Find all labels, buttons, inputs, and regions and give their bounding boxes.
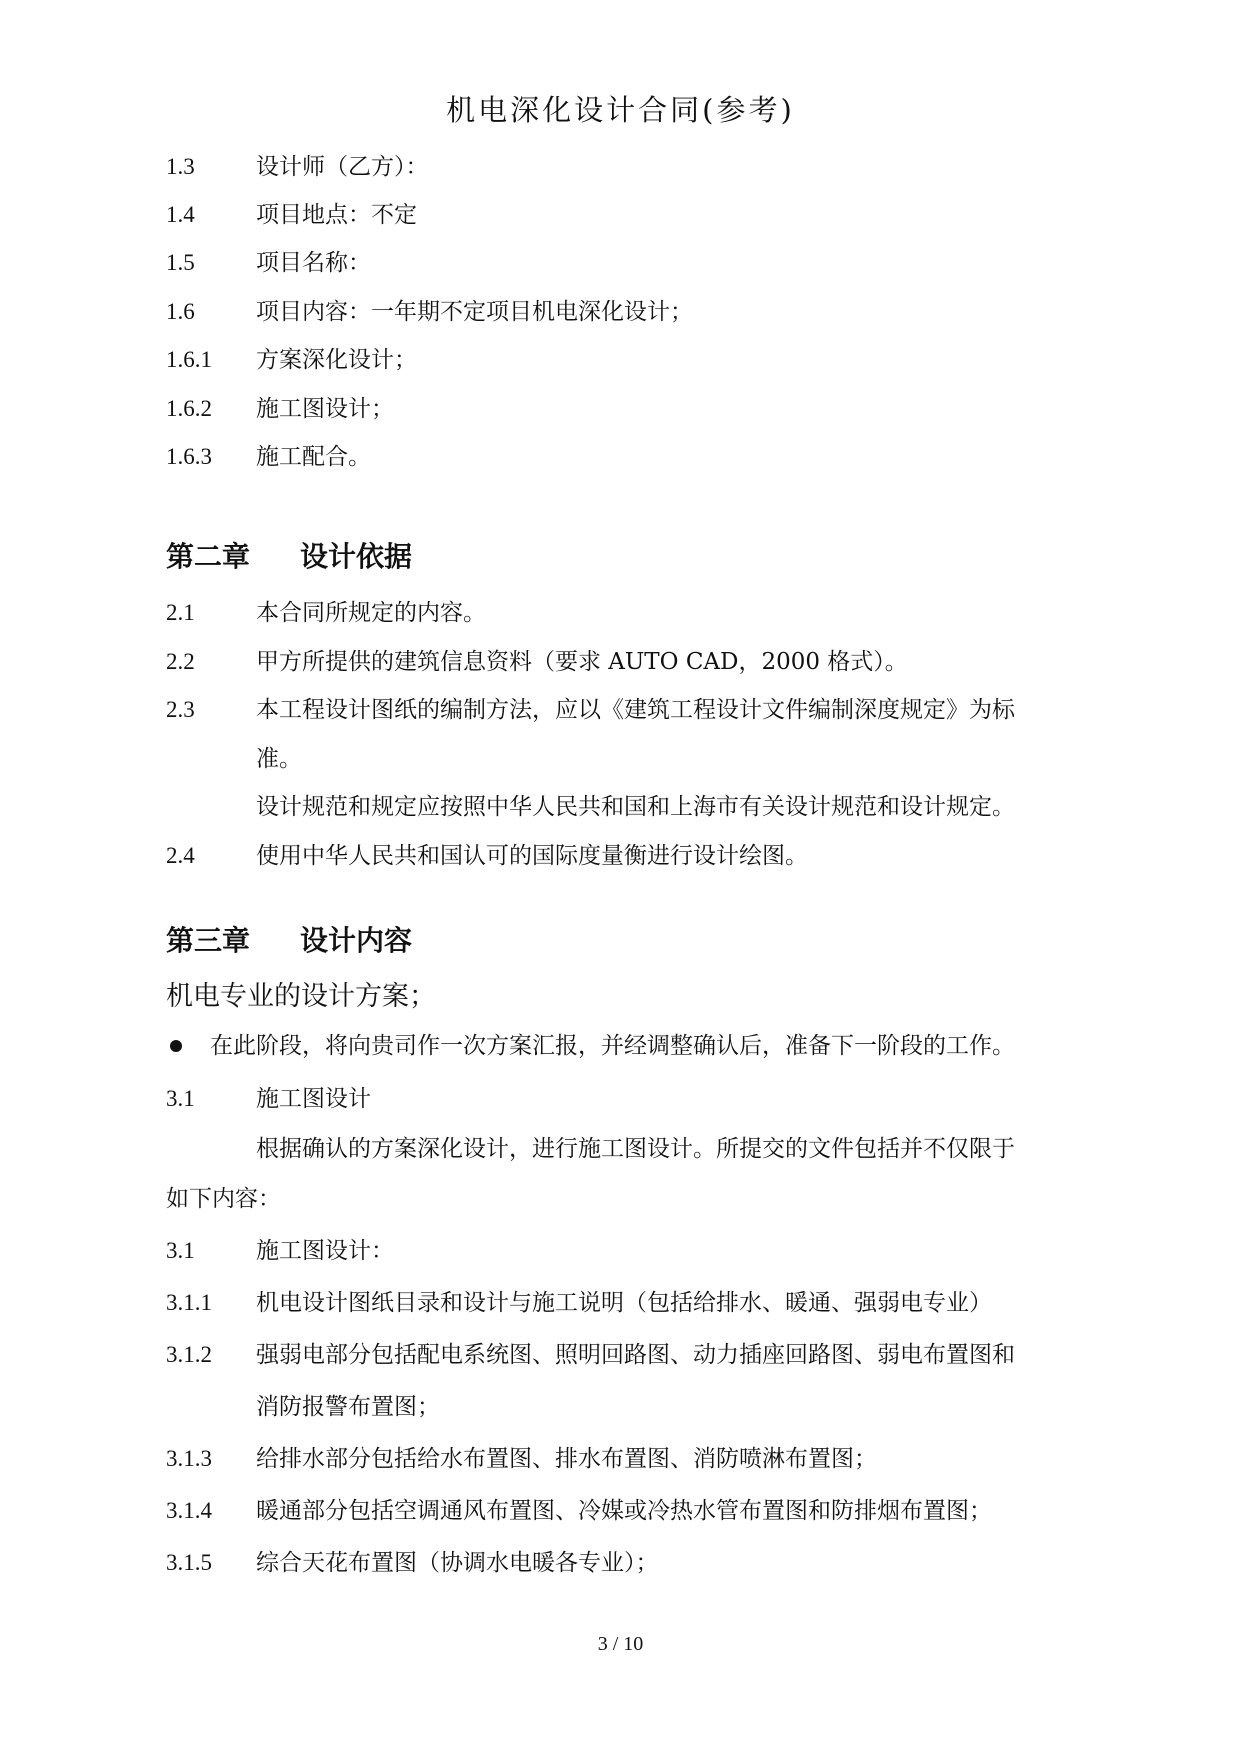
chapter-2-heading <box>166 540 413 574</box>
clause-text: 项目地点：不定 <box>256 202 417 228</box>
clause-number: 1.6.3 <box>166 444 212 469</box>
chapter-title: 设计依据 <box>300 540 413 573</box>
clause-text: 施工图设计； <box>256 396 394 422</box>
chapter-title: 设计内容 <box>300 924 413 957</box>
bullet-text: 在此阶段，将向贵司作一次方案汇报，并经调整确认后，准备下一阶段的工作。 <box>210 1033 1015 1059</box>
clause-text: 强弱电部分包括配电系统图、照明回路图、动力插座回路图、弱电布置图和 <box>256 1342 1015 1368</box>
clause-number: 3.1.2 <box>166 1342 212 1367</box>
chapter-label: 第三章 <box>166 924 251 957</box>
clause-number: 1.5 <box>166 250 195 275</box>
clause-number: 3.1 <box>166 1238 195 1263</box>
clause-text: 综合天花布置图（协调水电暖各专业）； <box>256 1550 659 1576</box>
clause-number: 1.6.2 <box>166 396 212 421</box>
clause-text: 甲方所提供的建筑信息资料（要求 AUTO CAD，2000 格式）。 <box>256 649 908 675</box>
clause-number: 1.6.1 <box>166 347 212 372</box>
bullet-icon <box>170 1040 182 1052</box>
page-number: 3 / 10 <box>597 1633 644 1655</box>
chapter-3-subheading: 机电专业的设计方案； <box>166 981 436 1012</box>
clause-text: 机电设计图纸目录和设计与施工说明（包括给排水、暖通、强弱电专业） <box>256 1290 992 1316</box>
clause-number: 3.1.1 <box>166 1290 212 1315</box>
clause-text: 施工图设计： <box>256 1238 394 1264</box>
clause-number: 3.1.4 <box>166 1498 212 1523</box>
clause-number: 3.1.5 <box>166 1550 212 1575</box>
clause-number: 2.1 <box>166 600 195 625</box>
clause-number: 1.4 <box>166 202 195 227</box>
clause-number: 1.6 <box>166 299 195 324</box>
clause-text: 暖通部分包括空调通风布置图、冷媒或冷热水管布置图和防排烟布置图； <box>256 1498 992 1524</box>
page-header-title: 机电深化设计合同(参考) <box>446 93 795 127</box>
chapter-3-heading <box>166 924 413 958</box>
clause-number: 3.1.3 <box>166 1446 212 1471</box>
clause-number: 2.4 <box>166 843 195 868</box>
clause-text: 施工配合。 <box>256 444 371 470</box>
clause-text: 本合同所规定的内容。 <box>256 600 486 626</box>
chapter-label: 第二章 <box>166 540 251 573</box>
clause-text: 设计师（乙方）： <box>256 154 429 180</box>
paragraph-line-1: 根据确认的方案深化设计，进行施工图设计。所提交的文件包括并不仅限于 <box>256 1136 1015 1162</box>
clause-number: 2.3 <box>166 697 195 722</box>
clause-text: 项目名称： <box>256 250 371 276</box>
clause-text: 给排水部分包括给水布置图、排水布置图、消防喷淋布置图； <box>256 1446 877 1472</box>
clause-number: 3.1 <box>166 1086 195 1111</box>
clause-text: 消防报警布置图； <box>256 1394 440 1420</box>
clause-text: 施工图设计 <box>256 1086 371 1112</box>
clause-text: 准。 <box>256 746 302 772</box>
clause-number: 1.3 <box>166 154 195 179</box>
paragraph-line-2: 如下内容： <box>166 1186 281 1212</box>
clause-text: 使用中华人民共和国认可的国际度量衡进行设计绘图。 <box>256 843 808 869</box>
clause-text: 设计规范和规定应按照中华人民共和国和上海市有关设计规范和设计规定。 <box>256 794 1015 820</box>
clause-number: 2.2 <box>166 649 195 674</box>
clause-text: 方案深化设计； <box>256 347 417 373</box>
clause-text: 项目内容：一年期不定项目机电深化设计； <box>256 299 693 325</box>
clause-text: 本工程设计图纸的编制方法，应以《建筑工程设计文件编制深度规定》为标 <box>256 697 1015 723</box>
